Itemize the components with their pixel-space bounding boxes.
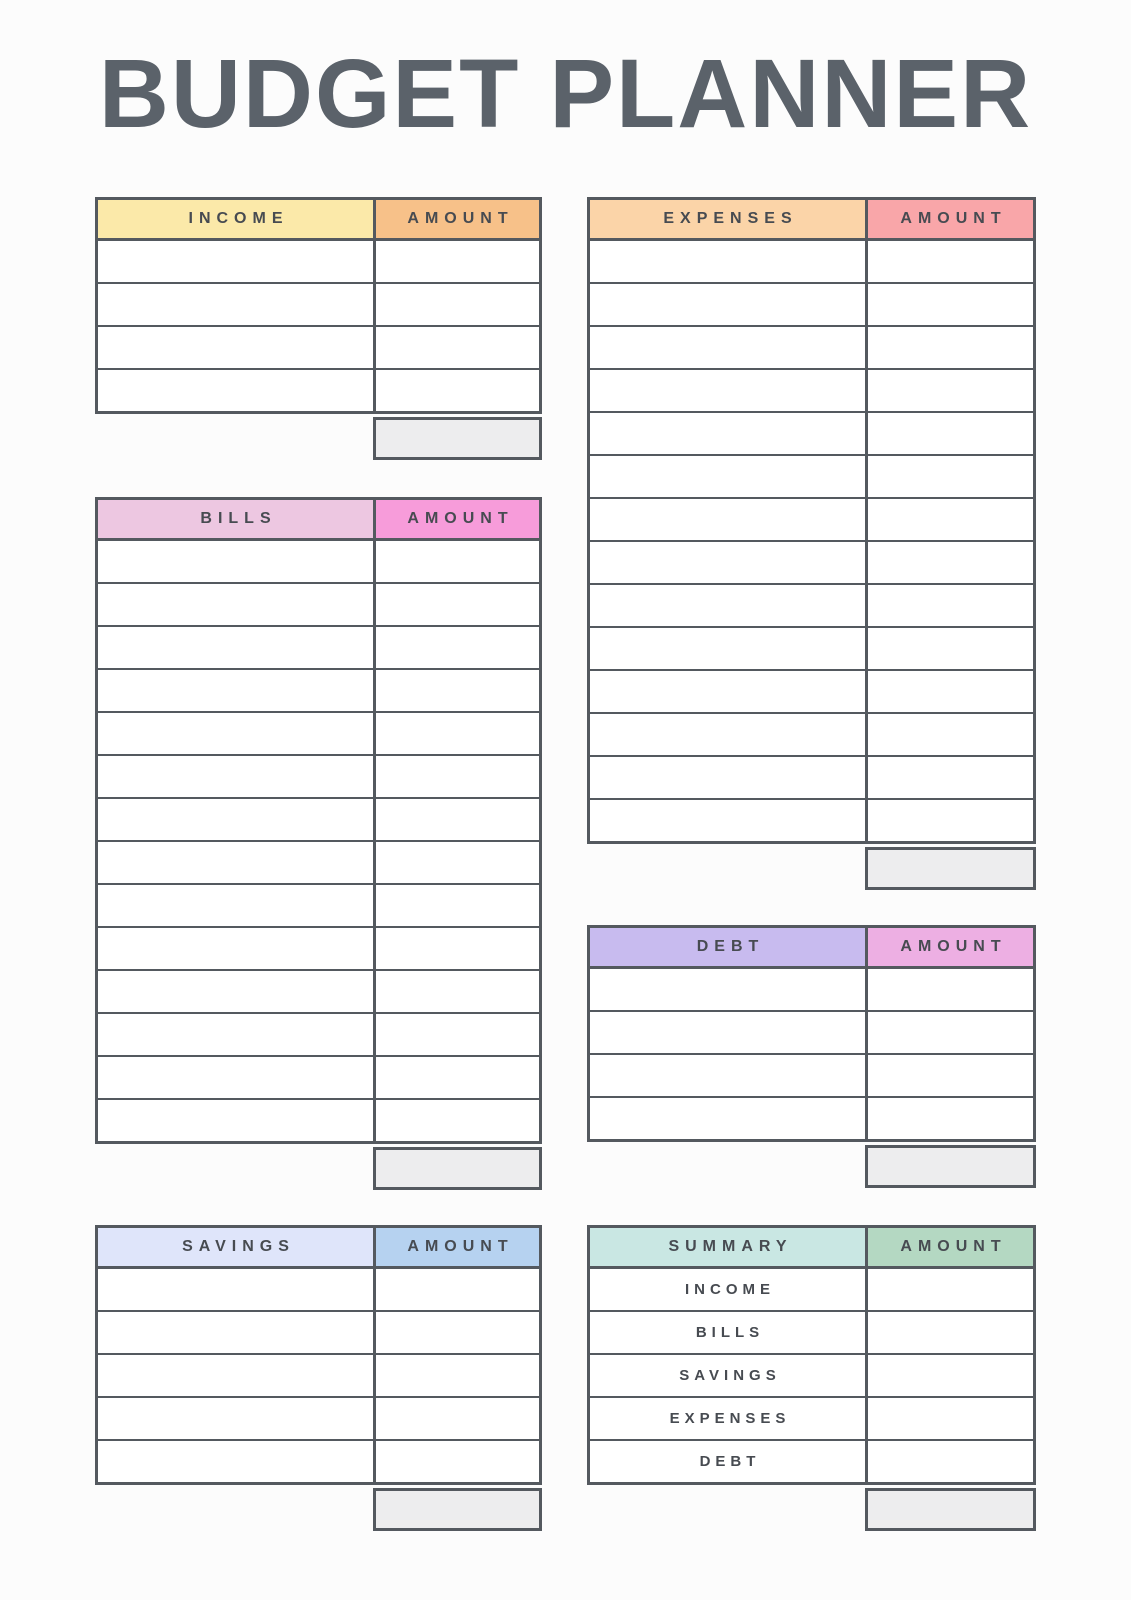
expenses-row [590, 284, 1033, 327]
income-header-label: INCOME [98, 200, 376, 238]
bills-item-cell[interactable] [98, 541, 376, 582]
summary-header-label: SUMMARY [590, 1228, 868, 1266]
bills-amount-cell[interactable] [376, 971, 539, 1012]
expenses-amount-cell[interactable] [868, 757, 1033, 798]
expenses-amount-cell[interactable] [868, 456, 1033, 497]
summary-table [587, 1225, 1036, 1531]
bills-row [98, 1014, 539, 1057]
bills-item-cell[interactable] [98, 885, 376, 926]
bills-rows [98, 541, 539, 1141]
expenses-table-header [590, 200, 1033, 241]
expenses-item-cell[interactable] [590, 241, 868, 282]
bills-row [98, 842, 539, 885]
bills-row [98, 799, 539, 842]
bills-item-cell[interactable] [98, 842, 376, 883]
expenses-item-cell[interactable] [590, 542, 868, 583]
bills-total-cell[interactable] [373, 1147, 542, 1190]
savings-amount-cell[interactable] [376, 1441, 539, 1482]
bills-amount-cell[interactable] [376, 627, 539, 668]
expenses-row [590, 499, 1033, 542]
expenses-row [590, 456, 1033, 499]
bills-row [98, 1057, 539, 1100]
bills-amount-cell[interactable] [376, 1014, 539, 1055]
bills-table-header [98, 500, 539, 541]
bills-amount-cell[interactable] [376, 670, 539, 711]
bills-amount-cell[interactable] [376, 799, 539, 840]
expenses-amount-cell[interactable] [868, 714, 1033, 755]
debt-amount-cell[interactable] [868, 1012, 1033, 1053]
summary-row-label: DEBT [590, 1441, 868, 1482]
income-row [98, 370, 539, 411]
savings-row [98, 1312, 539, 1355]
expenses-table [587, 197, 1036, 890]
income-amount-header-label: AMOUNT [376, 200, 539, 238]
bills-row [98, 971, 539, 1014]
expenses-item-cell[interactable] [590, 671, 868, 712]
expenses-amount-header-label: AMOUNT [868, 200, 1033, 238]
summary-table-header [590, 1228, 1033, 1269]
expenses-row [590, 585, 1033, 628]
bills-amount-cell[interactable] [376, 885, 539, 926]
bills-row [98, 670, 539, 713]
savings-row [98, 1355, 539, 1398]
summary-row-savings [590, 1355, 1033, 1398]
expenses-amount-cell[interactable] [868, 284, 1033, 325]
summary-amount-cell[interactable] [868, 1355, 1033, 1396]
savings-amount-cell[interactable] [376, 1398, 539, 1439]
bills-item-cell[interactable] [98, 756, 376, 797]
expenses-item-cell[interactable] [590, 628, 868, 669]
expenses-row [590, 714, 1033, 757]
bills-item-cell[interactable] [98, 1057, 376, 1098]
bills-amount-cell[interactable] [376, 1100, 539, 1141]
summary-amount-cell[interactable] [868, 1441, 1033, 1482]
savings-item-cell[interactable] [98, 1398, 376, 1439]
expenses-item-cell[interactable] [590, 800, 868, 841]
bills-item-cell[interactable] [98, 971, 376, 1012]
expenses-row [590, 370, 1033, 413]
expenses-amount-cell[interactable] [868, 800, 1033, 841]
bills-item-cell[interactable] [98, 713, 376, 754]
debt-header-label: DEBT [590, 928, 868, 966]
expenses-row [590, 757, 1033, 800]
debt-amount-header-label: AMOUNT [868, 928, 1033, 966]
bills-item-cell[interactable] [98, 670, 376, 711]
savings-item-cell[interactable] [98, 1441, 376, 1482]
savings-rows [98, 1269, 539, 1482]
summary-row-income [590, 1269, 1033, 1312]
page-title: BUDGET PLANNER [98, 39, 1033, 148]
income-table-header [98, 200, 539, 241]
debt-amount-cell[interactable] [868, 969, 1033, 1010]
income-rows [98, 241, 539, 411]
expenses-item-cell[interactable] [590, 413, 868, 454]
debt-row [590, 1098, 1033, 1139]
bills-item-cell[interactable] [98, 627, 376, 668]
summary-row-label: INCOME [590, 1269, 868, 1310]
summary-row-label: EXPENSES [590, 1398, 868, 1439]
expenses-amount-cell[interactable] [868, 585, 1033, 626]
debt-rows [590, 969, 1033, 1139]
summary-amount-cell[interactable] [868, 1398, 1033, 1439]
debt-total-cell[interactable] [865, 1145, 1036, 1188]
bills-item-cell[interactable] [98, 1014, 376, 1055]
expenses-amount-cell[interactable] [868, 671, 1033, 712]
expenses-row [590, 413, 1033, 456]
bills-row [98, 928, 539, 971]
bills-row [98, 584, 539, 627]
income-row [98, 241, 539, 284]
summary-amount-header-label: AMOUNT [868, 1228, 1033, 1266]
expenses-amount-cell[interactable] [868, 628, 1033, 669]
bills-row [98, 756, 539, 799]
income-row [98, 284, 539, 327]
income-amount-cell[interactable] [376, 327, 539, 368]
savings-amount-cell[interactable] [376, 1269, 539, 1310]
income-amount-cell[interactable] [376, 370, 539, 411]
summary-row-expenses [590, 1398, 1033, 1441]
expenses-row [590, 671, 1033, 714]
expenses-row [590, 800, 1033, 841]
expenses-amount-cell[interactable] [868, 413, 1033, 454]
summary-row-label: BILLS [590, 1312, 868, 1353]
bills-row [98, 541, 539, 584]
expenses-item-cell[interactable] [590, 370, 868, 411]
expenses-row [590, 241, 1033, 284]
savings-header-label: SAVINGS [98, 1228, 376, 1266]
income-total-cell[interactable] [373, 417, 542, 460]
summary-total-cell[interactable] [865, 1488, 1036, 1531]
expenses-item-cell[interactable] [590, 757, 868, 798]
expenses-row [590, 542, 1033, 585]
debt-item-cell[interactable] [590, 1012, 868, 1053]
savings-item-cell[interactable] [98, 1312, 376, 1353]
expenses-item-cell[interactable] [590, 499, 868, 540]
expenses-header-label: EXPENSES [590, 200, 868, 238]
debt-amount-cell[interactable] [868, 1055, 1033, 1096]
savings-item-cell[interactable] [98, 1355, 376, 1396]
summary-amount-cell[interactable] [868, 1269, 1033, 1310]
expenses-item-cell[interactable] [590, 327, 868, 368]
bills-amount-cell[interactable] [376, 842, 539, 883]
bills-item-cell[interactable] [98, 1100, 376, 1141]
savings-table [95, 1225, 542, 1531]
savings-table-header [98, 1228, 539, 1269]
bills-row [98, 1100, 539, 1141]
bills-table [95, 497, 542, 1190]
bills-row [98, 885, 539, 928]
expenses-amount-cell[interactable] [868, 241, 1033, 282]
debt-table [587, 925, 1036, 1188]
bills-amount-cell[interactable] [376, 584, 539, 625]
bills-amount-cell[interactable] [376, 713, 539, 754]
summary-row-debt [590, 1441, 1033, 1482]
income-item-cell[interactable] [98, 284, 376, 325]
debt-table-header [590, 928, 1033, 969]
income-item-cell[interactable] [98, 327, 376, 368]
savings-item-cell[interactable] [98, 1269, 376, 1310]
debt-item-cell[interactable] [590, 1055, 868, 1096]
debt-row [590, 1055, 1033, 1098]
savings-amount-cell[interactable] [376, 1312, 539, 1353]
income-table [95, 197, 542, 460]
summary-row-bills [590, 1312, 1033, 1355]
summary-row-label: SAVINGS [590, 1355, 868, 1396]
bills-header-label: BILLS [98, 500, 376, 538]
savings-row [98, 1441, 539, 1482]
expenses-total-cell[interactable] [865, 847, 1036, 890]
savings-amount-header-label: AMOUNT [376, 1228, 539, 1266]
expenses-amount-cell[interactable] [868, 499, 1033, 540]
expenses-item-cell[interactable] [590, 585, 868, 626]
expenses-item-cell[interactable] [590, 714, 868, 755]
expenses-amount-cell[interactable] [868, 542, 1033, 583]
bills-item-cell[interactable] [98, 584, 376, 625]
bills-amount-cell[interactable] [376, 1057, 539, 1098]
expenses-row [590, 327, 1033, 370]
expenses-item-cell[interactable] [590, 284, 868, 325]
debt-row [590, 1012, 1033, 1055]
debt-row [590, 969, 1033, 1012]
bills-item-cell[interactable] [98, 928, 376, 969]
savings-row [98, 1398, 539, 1441]
expenses-row [590, 628, 1033, 671]
bills-row [98, 627, 539, 670]
bills-row [98, 713, 539, 756]
debt-item-cell[interactable] [590, 969, 868, 1010]
summary-rows [590, 1269, 1033, 1482]
expenses-amount-cell[interactable] [868, 370, 1033, 411]
savings-amount-cell[interactable] [376, 1355, 539, 1396]
bills-amount-cell[interactable] [376, 541, 539, 582]
income-row [98, 327, 539, 370]
bills-amount-cell[interactable] [376, 756, 539, 797]
savings-row [98, 1269, 539, 1312]
income-item-cell[interactable] [98, 370, 376, 411]
debt-amount-cell[interactable] [868, 1098, 1033, 1139]
income-item-cell[interactable] [98, 241, 376, 282]
expenses-rows [590, 241, 1033, 841]
summary-amount-cell[interactable] [868, 1312, 1033, 1353]
bills-amount-header-label: AMOUNT [376, 500, 539, 538]
bills-item-cell[interactable] [98, 799, 376, 840]
income-amount-cell[interactable] [376, 241, 539, 282]
debt-item-cell[interactable] [590, 1098, 868, 1139]
income-amount-cell[interactable] [376, 284, 539, 325]
bills-amount-cell[interactable] [376, 928, 539, 969]
expenses-amount-cell[interactable] [868, 327, 1033, 368]
expenses-item-cell[interactable] [590, 456, 868, 497]
savings-total-cell[interactable] [373, 1488, 542, 1531]
